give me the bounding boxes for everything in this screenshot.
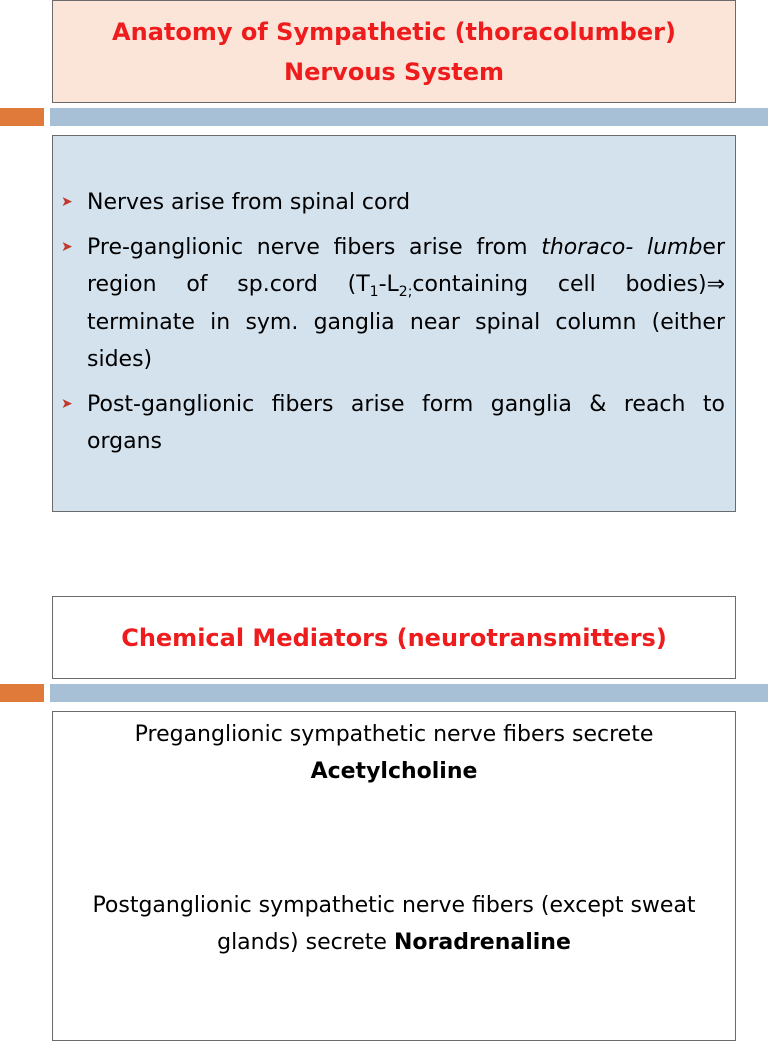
implies-arrow-icon: ⇒	[706, 272, 725, 297]
divider-blue-block	[50, 684, 768, 702]
acetylcholine-label: Acetylcholine	[310, 759, 478, 784]
slide1-title-line2: Nervous System	[283, 57, 505, 86]
slide2-title-box	[52, 596, 736, 679]
bullet-arrow-icon: ➤	[61, 238, 73, 255]
slide1-title-line1: Anatomy of Sympathetic (thoracolumber)	[112, 17, 676, 46]
postganglionic-paragraph	[53, 887, 735, 961]
divider-bar-1	[0, 108, 768, 126]
bullet-text-e: terminate in sym. ganglia near spinal column (either sides)	[87, 309, 725, 372]
divider-orange-block	[0, 684, 44, 702]
postganglionic-text: Postganglionic sympathetic nerve fibers (except sweat glands) secrete	[92, 893, 696, 955]
bullet-arrow-icon: ➤	[61, 395, 73, 412]
bullet-text-b: er region of sp.cord (T	[87, 234, 725, 297]
bullet-item-2	[61, 229, 725, 379]
bullet-text-d: containing cell bodies)	[412, 272, 707, 297]
divider-orange-block	[0, 108, 44, 126]
divider-blue-block	[50, 108, 768, 126]
slide2-content-box	[52, 711, 736, 1041]
slide1-content-box	[52, 135, 736, 512]
slide1-title-box	[52, 0, 736, 103]
bullet-arrow-icon: ➤	[61, 194, 73, 210]
noradrenaline-label: Noradrenaline	[393, 930, 571, 955]
bullet-text-a: Pre-ganglionic nerve fibers arise from	[87, 234, 542, 260]
subscript-2: 2;	[398, 284, 413, 300]
bullet-text: Nerves arise from spinal cord	[87, 190, 411, 215]
slide2-title: Chemical Mediators (neurotransmitters)	[121, 623, 667, 652]
bullet-item-3	[61, 386, 725, 461]
preganglionic-paragraph	[53, 716, 735, 790]
bullet-list	[61, 184, 725, 461]
bullet-item-1	[61, 184, 725, 222]
bullet-text: Post-ganglionic fibers arise form ganglia & reach to organs	[87, 391, 725, 454]
preganglionic-text: Preganglionic sympathetic nerve fibers secrete	[134, 722, 654, 747]
bullet-text-c: -L	[378, 272, 399, 297]
bullet-italic-thoraco: thoraco-	[541, 234, 634, 260]
bullet-italic-lumb: lumb	[646, 234, 703, 260]
subscript-1: 1	[369, 284, 379, 300]
divider-bar-2	[0, 684, 768, 702]
